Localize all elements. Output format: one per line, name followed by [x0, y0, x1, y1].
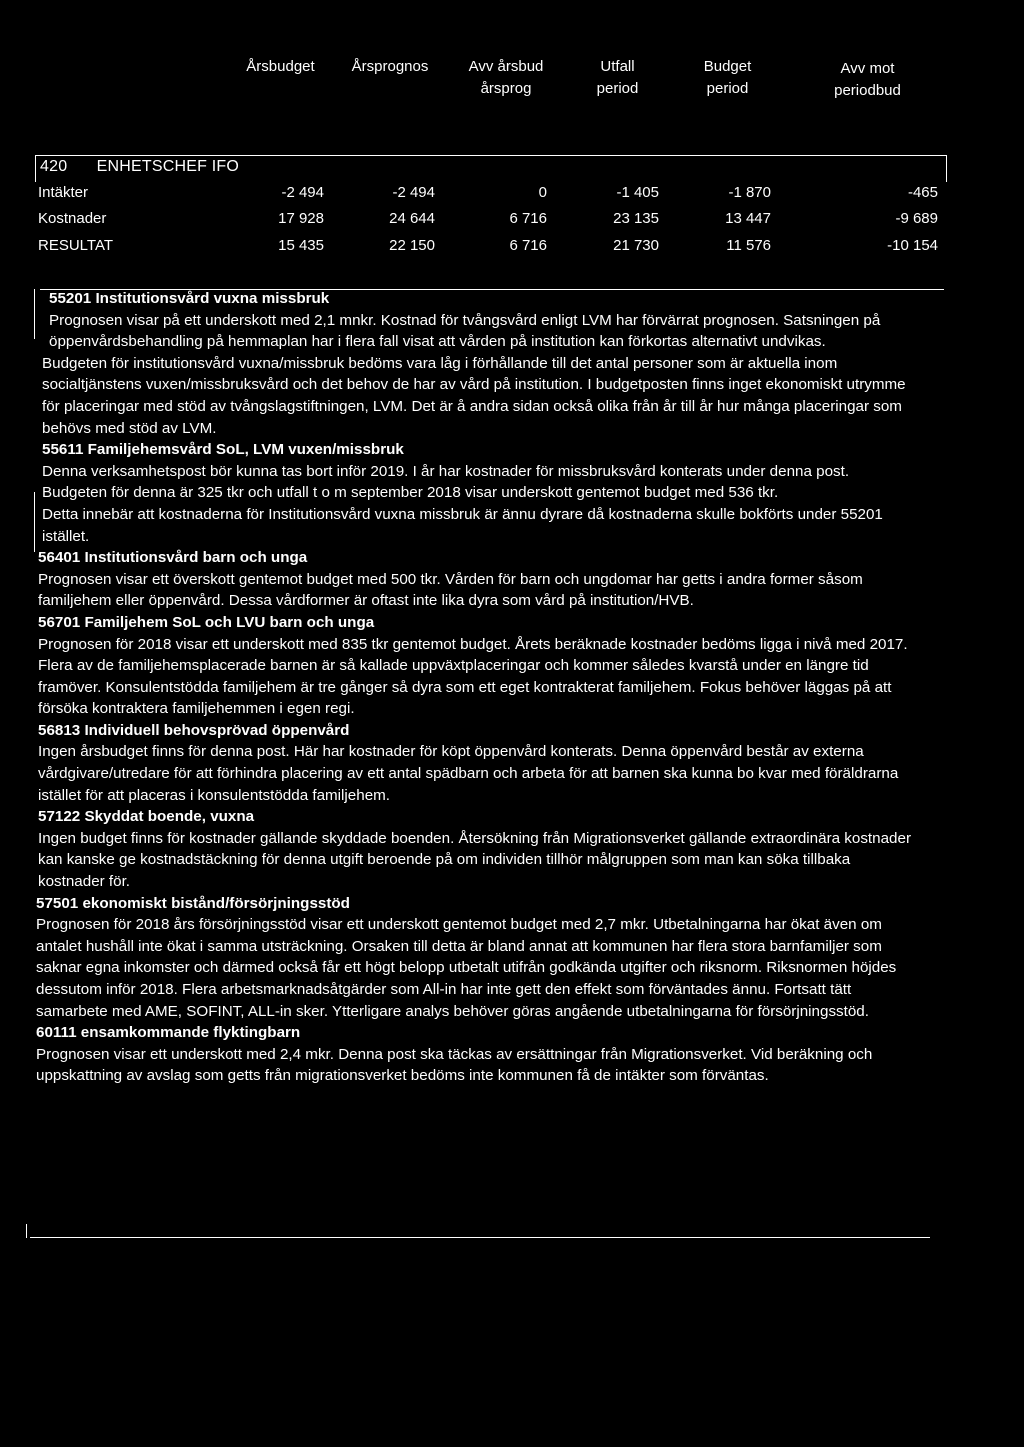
- value-budget-period: 11 576: [726, 237, 771, 254]
- entry-56813: [34, 720, 914, 806]
- value-arsprognos: -2 494: [392, 184, 435, 201]
- entry-55201-continued: [34, 353, 914, 439]
- comment-frame-left-bracket: [26, 1224, 27, 1238]
- comments-section: [34, 288, 914, 1087]
- value-avv-arsbud: 6 716: [509, 237, 547, 254]
- entry-55201: [34, 288, 914, 353]
- entry-heading: 57501 ekonomiskt bistånd/försörjningsstöd: [36, 894, 350, 912]
- value-arsbudget: -2 494: [281, 184, 324, 201]
- value-utfall-period: 23 135: [613, 210, 659, 227]
- column-header-line2: årsprog: [480, 80, 532, 97]
- comment-frame-bottom-rule: [30, 1237, 930, 1238]
- column-header-line2: periodbud: [834, 82, 901, 99]
- value-arsbudget: 15 435: [278, 237, 324, 254]
- entry-paragraph: Prognosen visar på ett underskott med 2,1 mnkr. Kostnad för tvångsvård enligt LVM har förvärrat prognosen. Satsningen på öppenvårdsbehandling på hemmaplan har i flera fall visat att vården på institution kan förkortas alternativt undvikas.: [49, 311, 881, 351]
- table-row-resultat: [0, 237, 1024, 261]
- column-header-line1: Budget: [703, 58, 752, 75]
- section-code: 420: [40, 158, 68, 175]
- row-label: RESULTAT: [38, 237, 114, 254]
- entry-paragraph: Ingen budget finns för kostnader gällande skyddade boenden. Återsökning från Migrationsverket gällande extraordinära kostnader kan kanske ge kostnadstäckning för denna utgift beroende på om individen tillhör målgruppen som man kan söka tillbaka kostnader för.: [38, 829, 911, 891]
- value-avv-arsbud: 6 716: [509, 210, 547, 227]
- column-header-utfall-period: [570, 56, 665, 100]
- column-header-avv-arsbud: [456, 56, 556, 100]
- value-arsbudget: 17 928: [278, 210, 324, 227]
- entry-paragraph: Budgeten för institutionsvård vuxna/missbruk bedöms vara låg i förhållande till det antal personer som är aktuella inom socialtjänstens vuxen/missbruksvård och det behov de har av vård på institution. I budgetposten finns inget ekonomiskt utrymme för placeringar med stöd av tvångslagstiftningen, LVM. Det är å andra sidan också olika från år till år hur många placeringar som behövs med stöd av LVM.: [42, 354, 906, 437]
- entry-heading: 56813 Individuell behovsprövad öppenvård: [38, 721, 350, 739]
- column-header-line2: period: [596, 80, 639, 97]
- column-header-arsbudget: [233, 56, 328, 78]
- value-avv-mot-periodbud: -10 154: [887, 237, 938, 254]
- entry-paragraph: Prognosen för 2018 visar ett underskott med 835 tkr gentemot budget. Årets beräknade kostnader bedöms ligga i nivå med 2017. Flera av de familjehemsplacerade barnen är så kallade uppväxtplaceringar och kommer således kvarstå under en längre tid framöver. Konsulentstödda familjehem är tre gånger så dyra som ett eget kontrakterat familjehem. Fokus behöver läggas på att försöka kontraktera familjehemmen i egen regi.: [38, 635, 908, 718]
- column-header-line1: Årsprognos: [351, 58, 429, 75]
- entry-paragraph: Denna verksamhetspost bör kunna tas bort inför 2019. I år har kostnader för missbruksvård konterats under denna post. Budgeten för denna är 325 tkr och utfall t o m september 2018 visar underskott gentemot budget med 536 tkr.: [42, 462, 850, 502]
- entry-paragraph: Detta innebär att kostnaderna för Institutionsvård vuxna missbruk är ännu dyrare då kostnaderna skulle bokförts under 55201 istället.: [42, 505, 883, 545]
- entry-heading: 55611 Familjehemsvård SoL, LVM vuxen/missbruk: [42, 441, 404, 459]
- section-title: [40, 158, 239, 176]
- entry-56401: [34, 547, 914, 612]
- value-budget-period: -1 870: [728, 184, 771, 201]
- column-header-line1: Avv årsbud: [468, 58, 544, 75]
- entry-57122: [34, 806, 914, 892]
- entry-57501: [34, 893, 914, 1023]
- entry-heading: 56701 Familjehem SoL och LVU barn och unga: [38, 613, 375, 631]
- table-row-intakter: [0, 184, 1024, 208]
- column-header-budget-period: [680, 56, 775, 100]
- row-label: Kostnader: [38, 210, 107, 227]
- entry-paragraph: Prognosen visar ett underskott med 2,4 mkr. Denna post ska täckas av ersättningar från Migrationsverket. Vid beräkning och uppskattning av avslag som getts från migrationsverket bedöms inte kommunen få de intäkter som förväntas.: [36, 1045, 873, 1085]
- column-header-arsprognos: [340, 56, 440, 78]
- column-header-line1: Avv mot: [840, 60, 895, 77]
- entry-55611: [34, 439, 914, 547]
- entry-heading: 60111 ensamkommande flyktingbarn: [36, 1024, 301, 1042]
- section-name: ENHETSCHEF IFO: [96, 158, 239, 175]
- entry-heading: 57122 Skyddat boende, vuxna: [38, 808, 255, 826]
- column-header-line1: Årsbudget: [246, 58, 315, 75]
- entry-56701: [34, 612, 914, 720]
- entry-heading: 56401 Institutionsvård barn och unga: [38, 549, 308, 567]
- column-header-avv-mot-periodbud: [815, 58, 920, 102]
- entry-paragraph: Prognosen för 2018 års försörjningsstöd visar ett underskott gentemot budget med 2,7 mkr. Utbetalningarna har ökat även om antalet hushåll inte ökat i samma utsträckning. Orsaken till detta är bland annat att kommunen har flera stora barnfamiljer som saknar egna inkomster och därmed också får ett högt belopp utbetalt utifrån godkända utgifter och riksnorm. Riksnormen höjdes dessutom inför 2018. Flera arbetsmarknadsåtgärder som All-in har inte gett den effekt som förväntades ännu. Fortsatt tätt samarbete med AME, SOFINT, ALL-in sker. Ytterligare analys behöver göras angående utbetalningarna för försörjningsstöd.: [36, 916, 897, 1020]
- value-arsprognos: 22 150: [389, 237, 435, 254]
- value-avv-mot-periodbud: -465: [907, 184, 938, 201]
- table-row-kostnader: [0, 210, 1024, 234]
- value-avv-arsbud: 0: [538, 184, 547, 201]
- value-utfall-period: -1 405: [616, 184, 659, 201]
- row-label: Intäkter: [38, 184, 89, 201]
- entry-paragraph: Ingen årsbudget finns för denna post. Här har kostnader för köpt öppenvård konterats. Denna öppenvård består av externa vårdgivare/utredare för att förhindra placering av ett antal spädbarn och arbeta för att barnen ska kunna bo kvar med föräldrarna istället för att placeras i konsulentstödda familjehem.: [38, 743, 899, 804]
- entry-heading: 55201 Institutionsvård vuxna missbruk: [49, 290, 330, 307]
- entry-60111: [34, 1022, 914, 1087]
- entry-paragraph: Prognosen visar ett överskott gentemot budget med 500 tkr. Vården för barn och ungdomar har getts i andra former såsom familjehem eller öppenvård. Dessa vårdformer är oftast inte lika dyra som vård på institution/HVB.: [38, 570, 863, 610]
- value-utfall-period: 21 730: [613, 237, 659, 254]
- value-avv-mot-periodbud: -9 689: [895, 210, 938, 227]
- value-arsprognos: 24 644: [389, 210, 435, 227]
- value-budget-period: 13 447: [725, 210, 771, 227]
- column-header-line1: Utfall: [600, 58, 635, 75]
- column-header-line2: period: [706, 80, 749, 97]
